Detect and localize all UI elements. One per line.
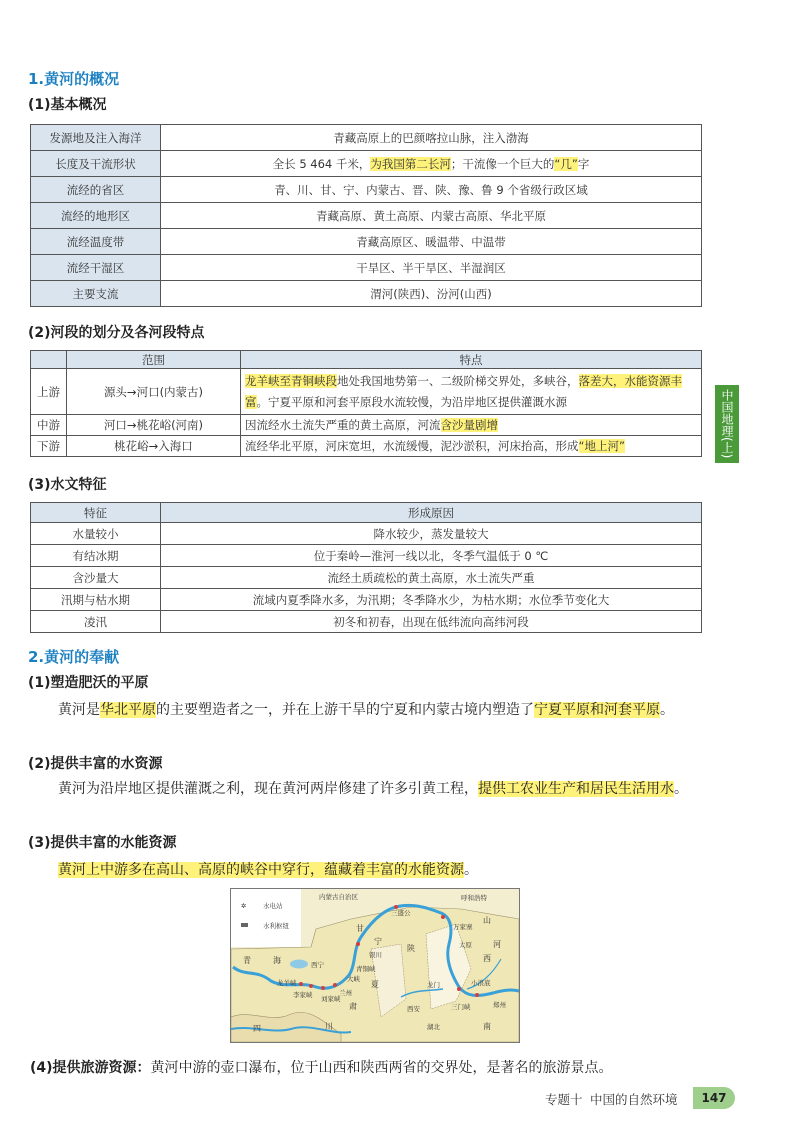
table-row — [31, 151, 702, 177]
map-label: 三门峡 — [451, 1003, 471, 1011]
map-label: 南 — [483, 1022, 491, 1031]
row-value: 青藏高原上的巴颜喀拉山脉，注入渤海 — [161, 125, 702, 151]
row-value: 青藏高原、黄土高原、内蒙古高原、华北平原 — [161, 203, 702, 229]
hydro-feature: 凌汛 — [31, 611, 161, 633]
row-label: 流经温度带 — [31, 229, 161, 255]
map-label: 三盛公 — [391, 909, 411, 917]
hydro-feature: 有结冰期 — [31, 545, 161, 567]
map-label: 山 — [483, 916, 491, 925]
map-label: 西 — [483, 954, 491, 963]
table-row — [31, 611, 702, 633]
water-hub-icon — [241, 923, 248, 927]
segment-feature: 流经华北平原，河床宽坦，水流缓慢，泥沙淤积，河床抬高，形成“地上河” — [241, 436, 702, 457]
row-label: 发源地及注入海洋 — [31, 125, 161, 151]
highlight: 黄河上中游多在高山、高原的峡谷中穿行，蕴藏着丰富的水能资源 — [58, 862, 464, 878]
table-row — [31, 545, 702, 567]
map-label: 刘家峡 — [321, 995, 341, 1003]
subsection-river-segments: (2)河段的划分及各河段特点 — [28, 325, 205, 341]
header-range: 范围 — [67, 351, 241, 369]
map-label: 万家寨 — [453, 923, 473, 931]
map-label: 西安 — [407, 1005, 420, 1013]
map-label: 夏 — [371, 980, 379, 989]
segment-name: 上游 — [31, 369, 67, 415]
row-label: 流经的省区 — [31, 177, 161, 203]
map-label: 李家峡 — [293, 991, 313, 999]
table-header-row — [31, 351, 702, 369]
table-row — [31, 567, 702, 589]
table-row — [31, 436, 702, 457]
segment-name: 下游 — [31, 436, 67, 457]
segment-range: 源头→河口(内蒙古) — [67, 369, 241, 415]
table-row — [31, 177, 702, 203]
table-row — [31, 523, 702, 545]
row-value: 青藏高原区、暖温带、中温带 — [161, 229, 702, 255]
subsection-hydropower: (3)提供丰富的水能资源 — [28, 835, 177, 851]
map-label: 四 — [253, 1024, 261, 1033]
table-row — [31, 229, 702, 255]
map-label: 肃 — [349, 1002, 357, 1011]
hydrology-table — [30, 502, 702, 633]
basic-overview-table — [30, 124, 702, 307]
row-label: 流经干湿区 — [31, 255, 161, 281]
page-number: 147 — [693, 1087, 735, 1109]
highlight: 华北平原 — [100, 702, 156, 718]
subsection-hydrology: (3)水文特征 — [28, 477, 107, 493]
paragraph-water: 黄河为沿岸地区提供灌溉之利，现在黄河两岸修建了许多引黄工程，提供工农业生产和居民生活用水。 — [58, 781, 688, 797]
hydro-reason: 初冬和初春，出现在低纬流向高纬河段 — [161, 611, 702, 633]
row-label: 长度及干流形状 — [31, 151, 161, 177]
highlight: “地上河” — [578, 439, 625, 453]
map-label: 龙门 — [427, 981, 440, 989]
segment-range: 河口→桃花峪(河南) — [67, 415, 241, 436]
table-row — [31, 281, 702, 307]
map-label: 青 — [243, 956, 251, 965]
map-label: 湖北 — [427, 1023, 440, 1031]
map-label: 青铜峡 — [356, 965, 376, 973]
segment-name: 中游 — [31, 415, 67, 436]
map-label: 大峡 — [347, 975, 360, 983]
map-label: 银川 — [369, 951, 382, 959]
row-label: 主要支流 — [31, 281, 161, 307]
hydro-reason: 降水较少，蒸发量较大 — [161, 523, 702, 545]
hydro-reason: 位于秦岭—淮河一线以北，冬季气温低于 0 ℃ — [161, 545, 702, 567]
paragraph-hydropower: 黄河上中游多在高山、高原的峡谷中穿行，蕴藏着丰富的水能资源。 — [58, 862, 478, 878]
map-label: 宁 — [374, 937, 382, 946]
table-row — [31, 369, 702, 415]
map-label: 小浪底 — [471, 979, 491, 987]
map-label: 龙羊峡 — [277, 979, 297, 987]
segment-range: 桃花峪→入海口 — [67, 436, 241, 457]
highlight: 含沙量剧增 — [440, 418, 498, 432]
footer-chapter: 专题十 — [545, 1092, 583, 1107]
hydro-reason: 流域内夏季降水多，为汛期；冬季降水少，为枯水期；水位季节变化大 — [161, 589, 702, 611]
subsection-basic-overview: (1)基本概况 — [28, 97, 107, 113]
table-row — [31, 415, 702, 436]
highlight: 落差大，水能资源丰富 — [245, 373, 682, 409]
table-row — [31, 589, 702, 611]
paragraph-plains: 黄河是华北平原的主要塑造者之一，并在上游干旱的宁夏和内蒙古境内塑造了宁夏平原和河套平原。 — [58, 702, 674, 718]
hydro-feature: 水量较小 — [31, 523, 161, 545]
row-value: 青、川、甘、宁、内蒙古、晋、陕、豫、鲁 9 个省级行政区域 — [161, 177, 702, 203]
map-label: 陕 — [407, 944, 415, 953]
chapter-side-tab: 中国地理(上) — [715, 385, 739, 463]
segment-feature: 因流经水土流失严重的黄土高原，河流含沙量剧增 — [241, 415, 702, 436]
table-header-row — [31, 503, 702, 523]
footer-topic: 中国的自然环境 — [590, 1092, 678, 1107]
highlight: “几” — [554, 156, 578, 171]
hydropower-station-icon: ✲ — [241, 902, 247, 910]
map-label: 河 — [493, 940, 501, 949]
map-svg — [231, 889, 519, 1042]
table-row — [31, 125, 702, 151]
map-label: 甘 — [356, 924, 364, 933]
subsection-tourism: (4)提供旅游资源： — [30, 1060, 151, 1076]
yellow-river-hydropower-map — [230, 888, 520, 1043]
hydro-reason: 流经土质疏松的黄土高原，水土流失严重 — [161, 567, 702, 589]
hydro-feature: 含沙量大 — [31, 567, 161, 589]
header-feature: 特点 — [241, 351, 702, 369]
legend-label: 水电站 — [263, 902, 283, 910]
map-label: 太原 — [459, 941, 472, 949]
map-label: 郑州 — [493, 1001, 506, 1009]
map-label: 内蒙古自治区 — [319, 893, 358, 901]
map-label: 海 — [273, 956, 281, 965]
segment-feature: 龙羊峡至青铜峡段地处我国地势第一、二级阶梯交界处，多峡谷，落差大，水能资源丰富。宁夏平原和河套平原段水流较慢，为沿岸地区提供灌溉水源 — [241, 369, 702, 415]
table-row — [31, 255, 702, 281]
highlight: 宁夏平原和河套平原 — [534, 702, 660, 718]
row-value: 全长 5 464 千米，为我国第二长河；干流像一个巨大的“几”字 — [161, 151, 702, 177]
section-title-yellow-river-contribution: 2.黄河的奉献 — [28, 648, 120, 666]
section-title-yellow-river-overview: 1.黄河的概况 — [28, 70, 120, 88]
header-feature: 特征 — [31, 503, 161, 523]
highlight: 提供工农业生产和居民生活用水 — [478, 781, 674, 797]
paragraph-tourism: (4)提供旅游资源：黄河中游的壶口瀑布，位于山西和陕西两省的交界处，是著名的旅游景点。 — [30, 1060, 613, 1076]
river-segments-table — [30, 350, 702, 457]
table-row — [31, 203, 702, 229]
map-label: 川 — [325, 1022, 333, 1031]
row-value: 干旱区、半干旱区、半湿润区 — [161, 255, 702, 281]
legend-label: 水利枢纽 — [263, 922, 289, 930]
header-reason: 形成原因 — [161, 503, 702, 523]
map-label: 呼和浩特 — [461, 894, 487, 902]
subsection-fertile-plains: (1)塑造肥沃的平原 — [28, 675, 149, 691]
map-label: 西宁 — [311, 961, 324, 969]
row-label: 流经的地形区 — [31, 203, 161, 229]
highlight: 为我国第二长河 — [370, 156, 451, 171]
subsection-water-resources: (2)提供丰富的水资源 — [28, 756, 163, 772]
row-value: 渭河(陕西)、汾河(山西) — [161, 281, 702, 307]
hydro-feature: 汛期与枯水期 — [31, 589, 161, 611]
highlight: 龙羊峡至青铜峡段 — [245, 373, 337, 388]
map-label: 兰州 — [339, 989, 352, 997]
